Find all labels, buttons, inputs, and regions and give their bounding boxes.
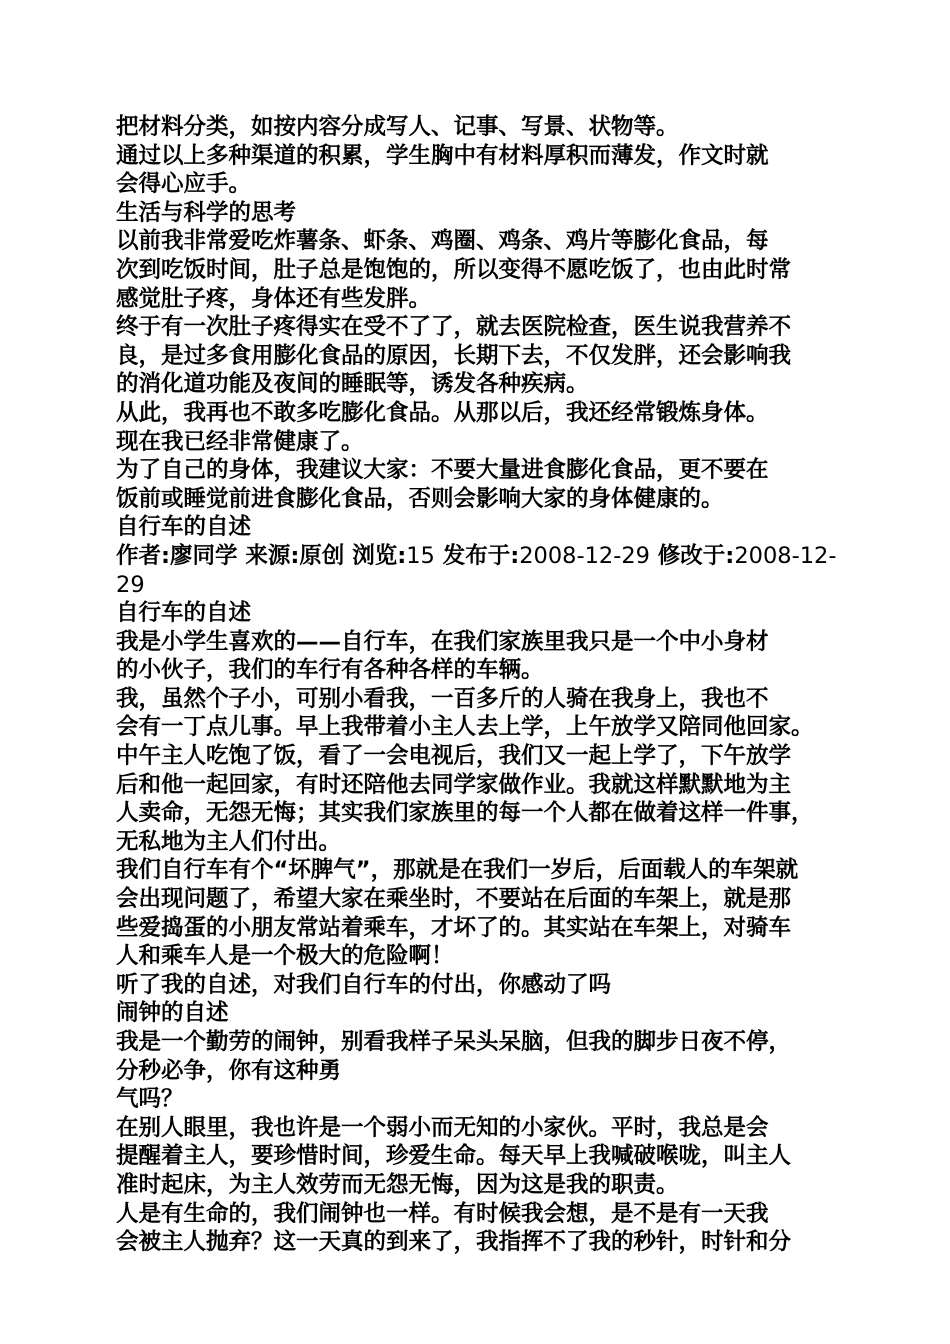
text-line: 分秒必争，你有这种勇: [116, 1057, 342, 1084]
text-line: 后和他一起回家，有时还陪他去同学家做作业。我就这样默默地为主: [116, 771, 792, 798]
text-line: 人和乘车人是一个极大的危险啊！: [116, 943, 454, 970]
text-line: 在别人眼里，我也许是一个弱小而无知的小家伙。平时，我总是会: [116, 1114, 769, 1141]
author-label: 作者:: [116, 542, 170, 569]
modified-date-part2: 29: [116, 571, 145, 598]
text-line: 次到吃饭时间，肚子总是饱饱的，所以变得不愿吃饭了，也由此时常: [116, 256, 792, 283]
text-line: 人是有生命的，我们闹钟也一样。有时候我会想，是不是有一天我: [116, 1200, 769, 1227]
text-line: 现在我已经非常健康了。: [116, 428, 364, 455]
text-line: 良，是过多食用膨化食品的原因，长期下去，不仅发胖，还会影响我: [116, 342, 792, 369]
section-heading: 生活与科学的思考: [116, 199, 297, 226]
text-line: 听了我的自述，对我们自行车的付出，你感动了吗: [116, 971, 612, 998]
text-line: 为了自己的身体，我建议大家：不要大量进食膨化食品，更不要在: [116, 457, 769, 484]
text-line: 感觉肚子疼，身体还有些发胖。: [116, 285, 432, 312]
text-line: 会有一丁点儿事。早上我带着小主人去上学，上午放学又陪同他回家。: [116, 714, 814, 741]
published-date: 2008-12-29: [519, 542, 650, 569]
author-name: 廖同学: [170, 542, 238, 569]
text-line: 会出现问题了，希望大家在乘坐时，不要站在后面的车架上，就是那: [116, 886, 792, 913]
text-line: 饭前或睡觉前进食膨化食品，否则会影响大家的身体健康的。: [116, 485, 724, 512]
text-line: 会得心应手。: [116, 171, 252, 198]
published-label: 发布于:: [434, 542, 520, 569]
text-line: 些爱捣蛋的小朋友常站着乘车，才坏了的。其实站在车架上，对骑车: [116, 914, 792, 941]
section-heading: 闹钟的自述: [116, 1000, 229, 1027]
text-line: 的消化道功能及夜间的睡眠等，诱发各种疾病。: [116, 371, 589, 398]
text-line: 终于有一次肚子疼得实在受不了了，就去医院检查，医生说我营养不: [116, 314, 792, 341]
views-label: 浏览:: [344, 542, 407, 569]
views-count: 15: [406, 542, 435, 569]
section-heading: 自行车的自述: [116, 600, 252, 627]
text-line: 通过以上多种渠道的积累，学生胸中有材料厚积而薄发，作文时就: [116, 142, 769, 169]
section-heading: 自行车的自述: [116, 514, 252, 541]
text-line: 我们自行车有个“坏脾气”，那就是在我们一岁后，后面载人的车架就: [116, 857, 799, 884]
article-meta-wrap: [116, 571, 846, 600]
modified-date-part1: 2008-12-: [734, 542, 837, 569]
document-page: [116, 113, 846, 1257]
text-line: 会被主人抛弃？这一天真的到来了，我指挥不了我的秒针，时针和分: [116, 1229, 792, 1256]
text-line: 准时起床，为主人效劳而无怨无悔，因为这是我的职责。: [116, 1171, 679, 1198]
source-label: 来源:: [237, 542, 300, 569]
text-line: 无私地为主人们付出。: [116, 828, 342, 855]
text-line: 提醒着主人，要珍惜时间，珍爱生命。每天早上我喊破喉咙，叫主人: [116, 1143, 792, 1170]
text-line: 从此，我再也不敢多吃膨化食品。从那以后，我还经常锻炼身体。: [116, 399, 769, 426]
text-line: 以前我非常爱吃炸薯条、虾条、鸡圈、鸡条、鸡片等膨化食品，每: [116, 228, 769, 255]
modified-label: 修改于:: [649, 542, 735, 569]
text-line: 我是小学生喜欢的——自行车，在我们家族里我只是一个中小身材: [116, 628, 769, 655]
text-line: 我，虽然个子小，可别小看我，一百多斤的人骑在我身上，我也不: [116, 685, 769, 712]
text-line: 气吗？: [116, 1086, 184, 1113]
text-line: 中午主人吃饱了饭，看了一会电视后，我们又一起上学了，下午放学: [116, 743, 792, 770]
text-line: 的小伙子，我们的车行有各种各样的车辆。: [116, 657, 544, 684]
source-value: 原创: [299, 542, 345, 569]
text-line: 人卖命，无怨无悔；其实我们家族里的每一个人都在做着这样一件事，: [116, 800, 814, 827]
article-meta: [116, 542, 846, 571]
text-line: 我是一个勤劳的闹钟，别看我样子呆头呆脑，但我的脚步日夜不停，: [116, 1029, 792, 1055]
text-line: 把材料分类，如按内容分成写人、记事、写景、状物等。: [116, 114, 679, 140]
